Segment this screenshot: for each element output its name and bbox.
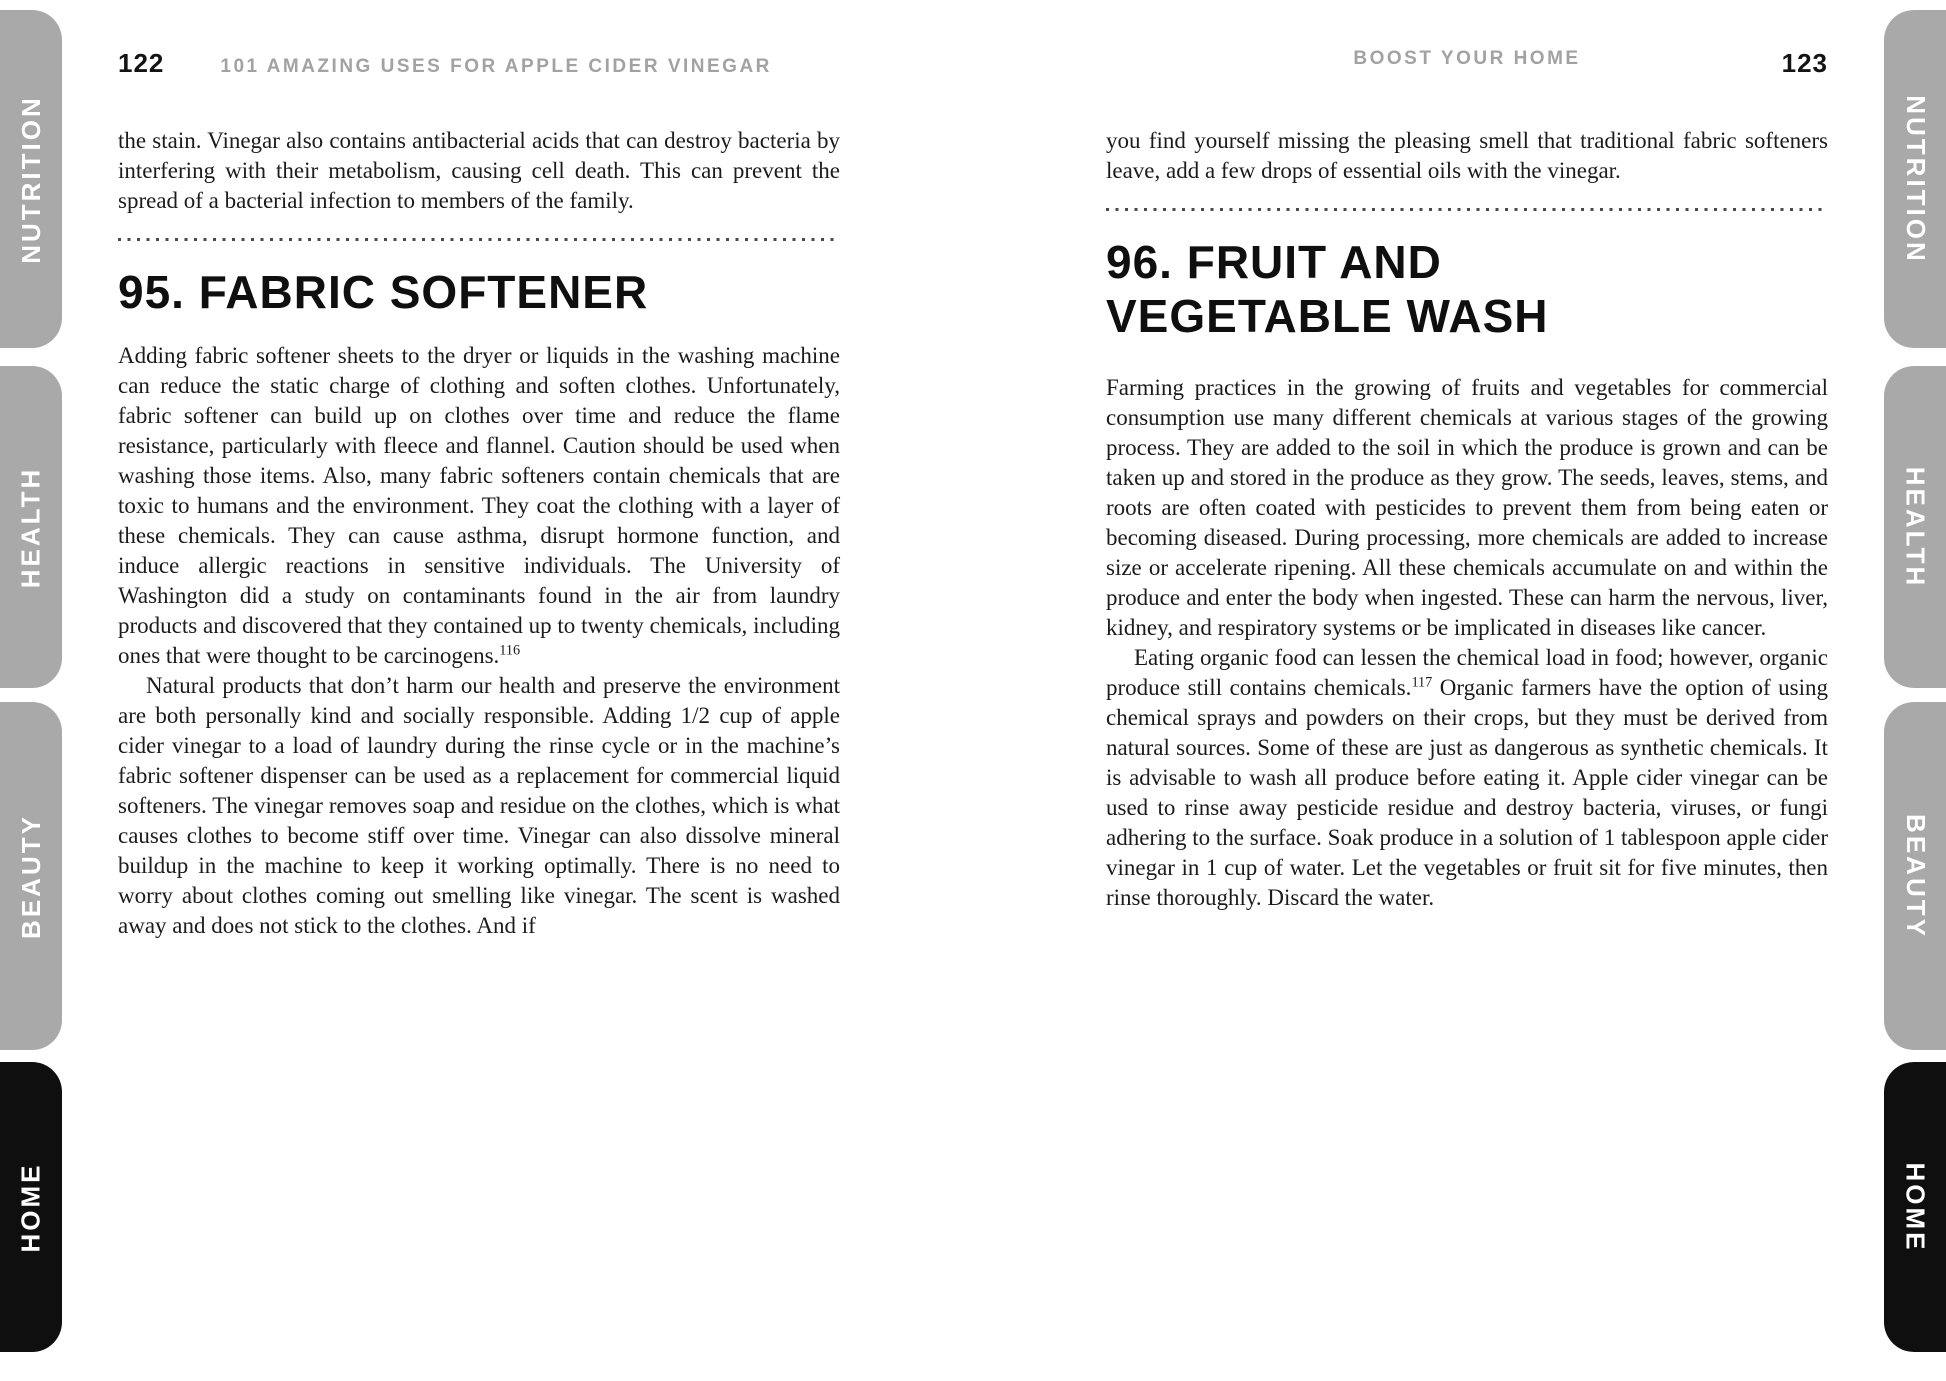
tab-nutrition[interactable] [1884,10,1946,348]
footnote-ref: 116 [499,642,521,659]
tab-label: NUTRITION [1900,94,1931,264]
tab-health[interactable] [1884,366,1946,688]
heading-line: 96. FRUIT AND [1106,236,1442,288]
paragraph: Farming practices in the growing of fruits and vegetables for commercial consumption use many different chemicals at various stages of the growing process. They are added to the soil in which the produce is grown and can be taken up and stored in the produce as they grow. The seeds, leaves, stems, and roots are often coated with pesticides to prevent them from being eaten or becoming diseased. During processing, more chemicals are added to increase size or accelerate ripening. All these chemicals accumulate on and within the produce and enter the body when ingested. These can harm the nervous, liver, kidney, and respiratory systems or be implicated in diseases like cancer. [1106,375,1828,640]
right-page [1106,0,1828,913]
right-section-body [1106,373,1828,913]
tab-nutrition[interactable] [0,10,62,348]
left-page [118,0,840,941]
left-page-header [118,48,840,76]
tab-label: HEALTH [1900,466,1931,588]
paragraph: Eating organic food can lessen the chemical load in food; however, organic produce still contains chemicals.$^{117}$ Organic farmers have the option of using chemical sprays and powders on their crops, but they must be derived from natural sources. Some of these are just as dangerous as synthetic chemicals. It is advisable to wash all produce before eating it. Apple cider vinegar can be used to rinse away pesticide residue and destroy bacteria, viruses, or fungi adhering to the surface. Soak produce in a solution of 1 tablespoon apple cider vinegar in 1 cup of water. Let the vegetables or fruit sit for five minutes, then rinse thoroughly. Discard the water. [1106,645,1828,910]
tab-beauty[interactable] [1884,702,1946,1050]
right-page-number: 123 [1781,48,1828,78]
tab-label: NUTRITION [15,94,46,264]
right-running-header: BOOST YOUR HOME [1353,48,1581,69]
left-page-number: 122 [118,48,165,78]
tab-label: HEALTH [15,466,46,588]
right-continuation-paragraph: you find yourself missing the pleasing smell that traditional fabric softeners leave, add a few drops of essential oils with the vinegar. [1106,128,1828,183]
left-tab-rail [0,0,62,1381]
left-section-divider [118,238,840,241]
left-section-body [118,341,840,941]
left-section-heading [118,265,840,319]
tab-home[interactable] [1884,1062,1946,1352]
right-tab-rail [1884,0,1946,1381]
paragraph: Adding fabric softener sheets to the dryer or liquids in the washing machine can reduce the static charge of clothing and soften clothes. Unfortunately, fabric softener can build up on clothes over time and reduce the flame resistance, particularly with fleece and flannel. Caution should be used when washing those items. Also, many fabric softeners contain chemicals that are toxic to humans and the environment. They coat the clothing with a layer of these chemicals. They can cause asthma, disrupt hormone function, and induce allergic reactions in sensitive individuals. The University of Washington did a study on contaminants found in the air from laundry products and discovered that they contained up to twenty chemicals, including ones that were thought to be carcinogens.$^{116}$ [118,343,840,668]
heading-line: VEGETABLE WASH [1106,290,1549,342]
left-continuation-paragraph: the stain. Vinegar also contains antibacterial acids that can destroy bacteria by interfering with their metabolism, causing cell death. This can prevent the spread of a bacterial infection to members of the family. [118,128,840,213]
tab-home[interactable] [0,1062,62,1352]
heading-line: 95. FABRIC SOFTENER [118,266,649,318]
tab-label: HOME [15,1162,46,1252]
right-section-divider [1106,208,1828,211]
tab-health[interactable] [0,366,62,688]
right-section-heading [1106,235,1828,343]
tab-beauty[interactable] [0,702,62,1050]
right-page-header [1106,48,1828,76]
footnote-ref: 117 [1411,674,1433,691]
tab-label: BEAUTY [1900,813,1931,939]
tab-label: BEAUTY [15,813,46,939]
left-running-header: 101 AMAZING USES FOR APPLE CIDER VINEGAR [220,56,772,77]
paragraph: Natural products that don’t harm our health and preserve the environment are both personally kind and socially responsible. Adding 1/2 cup of apple cider vinegar to a load of laundry during the rinse cycle or in the machine’s fabric softener dispenser can be used as a replacement for commercial liquid softeners. The vinegar removes soap and residue on the clothes, which is what causes clothes to become stiff over time. Vinegar can also dissolve mineral buildup in the machine to keep it working optimally. There is no need to worry about clothes coming out smelling like vinegar. The scent is washed away and does not stick to the clothes. And if [118,673,840,938]
tab-label: HOME [1900,1162,1931,1252]
